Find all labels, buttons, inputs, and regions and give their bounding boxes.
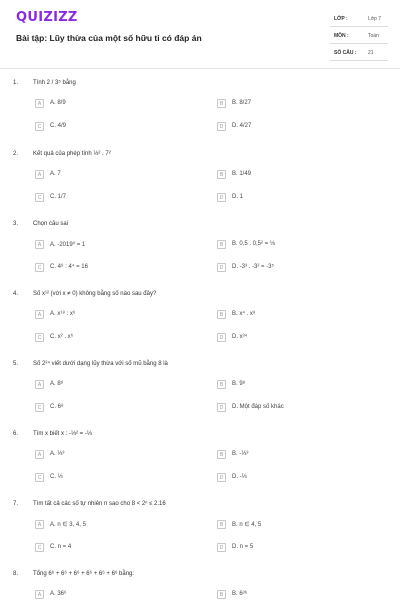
- option-letter-box: B: [217, 520, 226, 529]
- question-number: 4.: [13, 291, 19, 297]
- question-text: Tìm tất cả các số tự nhiên n sao cho 8 < 2ⁿ ≤ 2.16: [33, 501, 166, 507]
- option-letter-box: B: [217, 99, 226, 108]
- option-text: D. 1: [232, 194, 244, 200]
- option-letter-box: A: [35, 590, 44, 599]
- option-letter-box: C: [35, 473, 44, 482]
- meta-key: LỚP :: [334, 16, 348, 22]
- option-text: C. 4⁸ : 4⁴ = 16: [50, 264, 88, 270]
- meta-key: MÔN :: [334, 33, 349, 39]
- question-number: 5.: [13, 361, 19, 367]
- option-text: A. ⅓³: [50, 451, 65, 457]
- option-text: D. Một đáp số khác: [232, 404, 284, 410]
- question-text: Kết quả của phép tính ⅓² . 7²: [33, 151, 111, 157]
- question-number: 2.: [13, 151, 19, 157]
- meta-value: Toán: [368, 33, 379, 39]
- worksheet-meta-table: [330, 10, 388, 61]
- option-letter-box: A: [35, 240, 44, 249]
- option-text: A. -2019⁰ = 1: [50, 242, 86, 248]
- option-letter-box: D: [217, 122, 226, 131]
- option-text: B. x⁴ . x⁸: [232, 311, 256, 317]
- option-letter-box: A: [35, 99, 44, 108]
- option-letter-box: B: [217, 170, 226, 179]
- option-letter-box: A: [35, 450, 44, 459]
- option-text: C. 4/9: [50, 123, 67, 129]
- worksheet-title: Bài tập: Lũy thừa của một số hữu tỉ có đáp án: [16, 33, 202, 43]
- option-text: C. 6⁸: [50, 404, 64, 410]
- question-number: 8.: [13, 571, 19, 577]
- option-text: B. 0,5 . 0,5² = ⅛: [232, 241, 275, 247]
- option-letter-box: C: [35, 263, 44, 272]
- option-letter-box: D: [217, 263, 226, 272]
- question-number: 6.: [13, 431, 19, 437]
- option-text: A. n ∈ 3, 4, 5: [50, 522, 86, 528]
- meta-value: Lớp 7: [368, 16, 382, 22]
- option-letter-box: D: [217, 543, 226, 552]
- option-text: B. -⅓³: [232, 451, 249, 457]
- option-letter-box: A: [35, 170, 44, 179]
- question-number: 7.: [13, 501, 19, 507]
- option-text: A. 7: [50, 171, 61, 177]
- option-letter-box: B: [217, 590, 226, 599]
- option-text: A. 8⁸: [50, 381, 64, 387]
- option-text: D. -⅓: [232, 474, 247, 480]
- option-letter-box: C: [35, 543, 44, 552]
- option-letter-box: A: [35, 310, 44, 319]
- meta-value: 21: [368, 50, 374, 56]
- question-text: Tổng 6⁶ + 6⁶ + 6⁶ + 6⁶ + 6⁶ + 6⁶ bằng:: [33, 571, 135, 577]
- option-text: C. 1/7: [50, 194, 67, 200]
- option-letter-box: B: [217, 310, 226, 319]
- option-text: D. n = 5: [232, 544, 254, 550]
- option-text: C. n = 4: [50, 544, 72, 550]
- option-text: C. ⅓: [50, 474, 63, 480]
- option-text: A. 36⁶: [50, 591, 67, 597]
- option-text: D. 4/27: [232, 123, 252, 129]
- option-letter-box: B: [217, 450, 226, 459]
- meta-row-question-count: [330, 44, 388, 61]
- option-text: A. 8/9: [50, 100, 66, 106]
- question-text: Số x¹² (với x ≠ 0) không bằng số nào sau đây?: [33, 291, 157, 297]
- option-text: B. 6³⁶: [232, 591, 248, 597]
- option-letter-box: C: [35, 403, 44, 412]
- option-text: B. n ∈ 4, 5: [232, 522, 262, 528]
- option-text: B. 9⁸: [232, 381, 246, 387]
- option-text: D. -3³ . -3² = -3⁵: [232, 264, 274, 270]
- option-text: A. x¹⁸ : x⁶: [50, 311, 76, 317]
- meta-row-subject: [330, 27, 388, 44]
- question-number: 1.: [13, 80, 19, 86]
- question-text: Tìm x biết x : -⅓² = -⅓: [33, 431, 92, 437]
- question-text: Số 2²⁴ viết dưới dạng lũy thừa với số mũ bằng 8 là: [33, 361, 168, 367]
- option-letter-box: D: [217, 403, 226, 412]
- option-text: B. 1/49: [232, 171, 252, 177]
- option-text: C. x² . x⁶: [50, 334, 74, 340]
- option-letter-box: C: [35, 193, 44, 202]
- option-letter-box: A: [35, 520, 44, 529]
- option-letter-box: B: [217, 380, 226, 389]
- option-letter-box: C: [35, 122, 44, 131]
- option-text: D. x³⁴: [232, 334, 248, 340]
- quizizz-logo: QUIZIZZ: [16, 10, 78, 25]
- option-letter-box: D: [217, 473, 226, 482]
- meta-key: SỐ CÂU :: [334, 50, 357, 56]
- option-letter-box: C: [35, 333, 44, 342]
- option-letter-box: A: [35, 380, 44, 389]
- worksheet-header: [0, 0, 400, 68]
- question-number: 3.: [13, 221, 19, 227]
- option-text: B. 8/27: [232, 100, 252, 106]
- question-text: Tính 2 / 3⁵ bằng: [33, 80, 76, 86]
- header-divider: [0, 68, 400, 69]
- option-letter-box: D: [217, 193, 226, 202]
- option-letter-box: D: [217, 333, 226, 342]
- question-text: Chọn câu sai: [33, 221, 69, 227]
- meta-row-class: [330, 10, 388, 27]
- option-letter-box: B: [217, 240, 226, 249]
